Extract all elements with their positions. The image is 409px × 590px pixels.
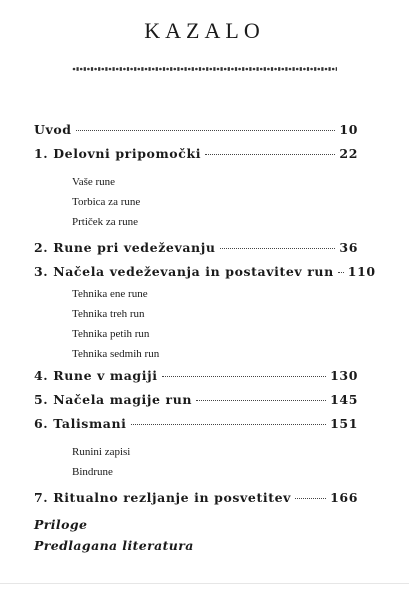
toc-entry-label: 3. Načela vedeževanja in postavitev run bbox=[34, 264, 334, 279]
appendix-section bbox=[34, 514, 194, 556]
ornament-dot bbox=[210, 68, 213, 71]
toc-subentry[interactable]: Vaše rune bbox=[72, 176, 116, 188]
ornament-dash bbox=[285, 67, 287, 71]
ornament-dot bbox=[80, 68, 83, 71]
ornament-dot bbox=[130, 68, 133, 71]
toc-entry-label: 7. Ritualno rezljanje in posvetitev bbox=[34, 490, 291, 505]
toc-subentry[interactable]: Prtiček za rune bbox=[72, 216, 138, 228]
ornament-dash bbox=[199, 67, 201, 71]
toc-entry-chapter-2[interactable] bbox=[34, 236, 358, 260]
ornament-dash bbox=[134, 67, 136, 71]
toc-entry-page: 22 bbox=[339, 146, 358, 161]
ornament-dash bbox=[235, 67, 237, 71]
ornament-dot bbox=[166, 68, 169, 71]
toc-entry-chapter-5[interactable] bbox=[34, 388, 358, 412]
ornament-dot bbox=[87, 68, 90, 71]
ornament-dot bbox=[188, 68, 191, 71]
toc-entry-page: 166 bbox=[330, 490, 358, 505]
ornament-dot bbox=[303, 68, 306, 71]
dot-leader bbox=[131, 424, 327, 425]
ornament-dot bbox=[181, 68, 184, 71]
toc-entry-label: 2. Rune pri vedeževanju bbox=[34, 240, 216, 255]
toc-entry-chapter-4[interactable] bbox=[34, 364, 358, 388]
ornament-divider bbox=[72, 64, 337, 74]
toc-subentry[interactable]: Tehnika sedmih run bbox=[72, 348, 160, 360]
ornament-dot bbox=[246, 68, 249, 71]
ornament-dot bbox=[332, 68, 335, 71]
ornament-dot bbox=[310, 68, 313, 71]
ornament-dot bbox=[174, 68, 177, 71]
toc-subentry[interactable]: Tehnika petih run bbox=[72, 328, 150, 340]
ornament-dot bbox=[274, 68, 277, 71]
ornament-dash bbox=[141, 67, 143, 71]
ornament-dot bbox=[73, 68, 76, 71]
ornament-dash bbox=[278, 67, 280, 71]
toc-subentry[interactable]: Bindrune bbox=[72, 466, 113, 478]
ornament-dot bbox=[296, 68, 299, 71]
toc-entry-page: 151 bbox=[330, 416, 358, 431]
ornament-dash bbox=[91, 67, 93, 71]
ornament-dot bbox=[318, 68, 321, 71]
toc-entry-chapter-6[interactable] bbox=[34, 412, 358, 436]
ornament-dash bbox=[113, 67, 115, 71]
ornament-dot bbox=[159, 68, 162, 71]
page-bottom-rule bbox=[0, 583, 409, 584]
dot-leader bbox=[220, 248, 336, 249]
ornament-dot bbox=[109, 68, 112, 71]
toc-entry-label: 4. Rune v magiji bbox=[34, 368, 158, 383]
toc-entry-page: 110 bbox=[347, 264, 376, 279]
toc-subentry[interactable]: Tehnika treh run bbox=[72, 308, 145, 320]
page-title: KAZALO bbox=[144, 18, 265, 43]
table-of-contents bbox=[34, 118, 376, 510]
ornament-dot bbox=[202, 68, 205, 71]
ornament-dash bbox=[206, 67, 208, 71]
ornament-dash bbox=[77, 67, 79, 71]
ornament-dash bbox=[300, 67, 302, 71]
ornament-dash bbox=[314, 67, 316, 71]
dot-leader bbox=[338, 272, 344, 273]
ornament-dot bbox=[145, 68, 148, 71]
ornament-dash bbox=[105, 67, 107, 71]
ornament-dash bbox=[271, 67, 273, 71]
toc-entry-uvod[interactable] bbox=[34, 118, 358, 142]
toc-entry-page: 145 bbox=[330, 392, 358, 407]
toc-entry-label: 6. Talismani bbox=[34, 416, 127, 431]
ornament-dash bbox=[264, 67, 266, 71]
toc-entry-page: 10 bbox=[339, 122, 358, 137]
ornament-dash bbox=[336, 67, 337, 71]
toc-subentry[interactable]: Tehnika ene rune bbox=[72, 288, 148, 300]
toc-subentry[interactable]: Runini zapisi bbox=[72, 446, 131, 458]
ornament-dot bbox=[102, 68, 105, 71]
ornament-dash bbox=[98, 67, 100, 71]
ornament-dash bbox=[213, 67, 215, 71]
ornament-dash bbox=[329, 67, 331, 71]
toc-entry-chapter-3[interactable] bbox=[34, 260, 376, 284]
toc-subentry[interactable]: Torbica za rune bbox=[72, 196, 141, 208]
ornament-dash bbox=[170, 67, 172, 71]
ornament-dash bbox=[293, 67, 295, 71]
appendix-priloge[interactable]: Priloge bbox=[34, 517, 88, 532]
dot-leader bbox=[295, 498, 326, 499]
ornament-dot bbox=[267, 68, 270, 71]
ornament-dash bbox=[242, 67, 244, 71]
ornament-dot bbox=[94, 68, 97, 71]
ornament-dot bbox=[282, 68, 285, 71]
ornament-dot bbox=[195, 68, 198, 71]
toc-entry-page: 130 bbox=[330, 368, 358, 383]
ornament-dot bbox=[217, 68, 220, 71]
dot-leader bbox=[196, 400, 326, 401]
ornament-dash bbox=[163, 67, 165, 71]
ornament-dot bbox=[289, 68, 292, 71]
ornament-dot bbox=[325, 68, 328, 71]
appendix-literatura[interactable]: Predlagana literatura bbox=[34, 538, 194, 553]
ornament-dot bbox=[116, 68, 119, 71]
ornament-dash bbox=[228, 67, 230, 71]
ornament-dash bbox=[221, 67, 223, 71]
ornament-dash bbox=[156, 67, 158, 71]
dot-leader bbox=[162, 376, 327, 377]
toc-entry-label: 5. Načela magije run bbox=[34, 392, 193, 407]
ornament-dot bbox=[123, 68, 126, 71]
ornament-dash bbox=[127, 67, 129, 71]
dot-leader bbox=[76, 130, 336, 131]
ornament-dash bbox=[149, 67, 151, 71]
ornament-dot bbox=[152, 68, 155, 71]
ornament-dash bbox=[249, 67, 251, 71]
toc-entry-chapter-1[interactable] bbox=[34, 142, 358, 166]
ornament-dash bbox=[120, 67, 122, 71]
ornament-dot bbox=[224, 68, 227, 71]
ornament-dash bbox=[307, 67, 309, 71]
ornament-dash bbox=[84, 67, 86, 71]
ornament-dot bbox=[260, 68, 263, 71]
ornament-dash bbox=[185, 67, 187, 71]
toc-entry-page: 36 bbox=[339, 240, 358, 255]
ornament-dash bbox=[257, 67, 259, 71]
ornament-dot bbox=[231, 68, 234, 71]
ornament-dot bbox=[138, 68, 141, 71]
ornament-dot bbox=[253, 68, 256, 71]
ornament-dot bbox=[238, 68, 241, 71]
ornament-dash bbox=[177, 67, 179, 71]
ornament-dash bbox=[321, 67, 323, 71]
toc-entry-label: 1. Delovni pripomočki bbox=[34, 146, 202, 161]
ornament-dash bbox=[192, 67, 194, 71]
toc-entry-label: Uvod bbox=[34, 122, 72, 137]
toc-entry-chapter-7[interactable] bbox=[34, 486, 358, 510]
dot-leader bbox=[205, 154, 335, 155]
